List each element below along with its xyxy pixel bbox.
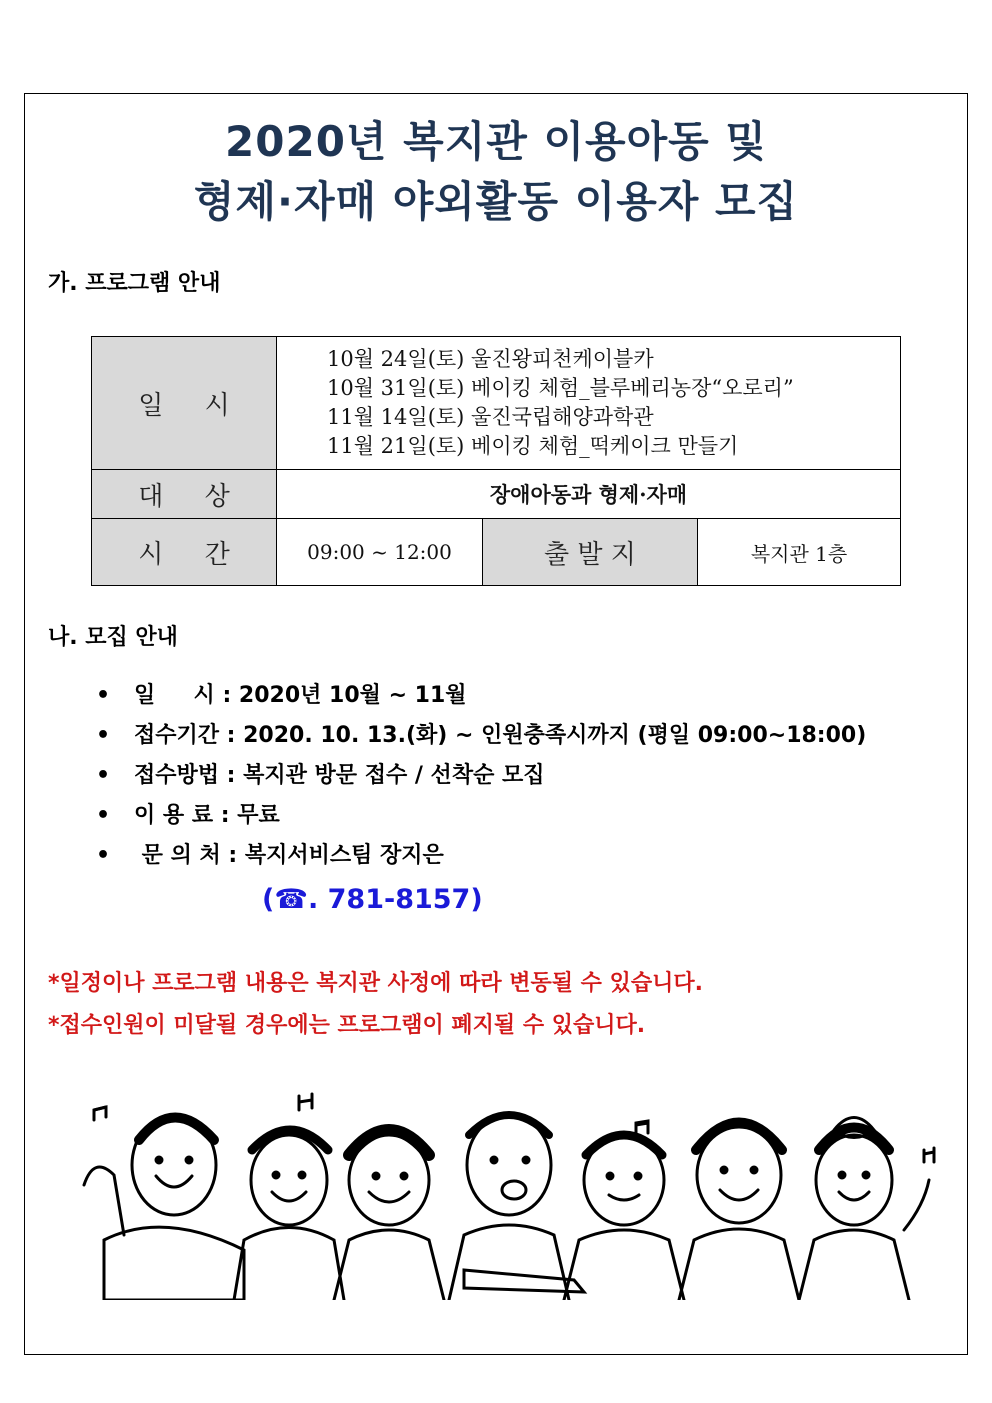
person-figure [234, 1130, 344, 1300]
music-note-icon [299, 1094, 312, 1110]
schedule-item: 11월 21일(토) 베이킹 체험_떡케이크 만들기 [327, 434, 739, 458]
bullet-icon: • [96, 683, 111, 708]
list-item: • 이 용 료 : 무료 [96, 796, 866, 836]
person-figure [449, 1115, 584, 1300]
recruit-list [96, 676, 866, 876]
time-row [92, 519, 901, 586]
bullet-icon: • [96, 723, 111, 748]
person-figure [679, 1123, 799, 1301]
schedule-item: 10월 31일(토) 베이킹 체험_블루베리농장“오로리” [327, 376, 794, 400]
schedule-item: 11월 14일(토) 울진국립해양과학관 [327, 405, 654, 429]
bullet-icon: • [96, 763, 111, 788]
departure-value: 복지관 1층 [698, 519, 901, 586]
schedule-label: 일 시 [92, 337, 277, 470]
singing-people-illustration [44, 1080, 944, 1300]
time-value: 09:00 ~ 12:00 [277, 519, 483, 586]
notice-line: *접수인원이 미달될 경우에는 프로그램이 폐지될 수 있습니다. [48, 1013, 646, 1038]
bullet-icon: • [96, 843, 111, 868]
notice-line: *일정이나 프로그램 내용은 복지관 사정에 따라 변동될 수 있습니다. [48, 971, 703, 996]
recruit-heading: 나. 모집 안내 [48, 625, 178, 650]
program-table [91, 336, 901, 586]
target-row [92, 470, 901, 519]
music-note-icon [924, 1148, 934, 1162]
departure-label: 출 발 지 [483, 519, 698, 586]
list-item: • 문 의 처 : 복지서비스팀 장지은 [96, 836, 866, 876]
program-heading: 가. 프로그램 안내 [48, 271, 221, 296]
schedule-cell [277, 337, 901, 470]
bullet-icon: • [96, 803, 111, 828]
contact-phone: (☎. 781-8157) [262, 884, 483, 915]
schedule-row [92, 337, 901, 470]
page-title-line2: 형제·자매 야외활동 이용자 모집 [193, 177, 799, 226]
schedule-item: 10월 24일(토) 울진왕피천케이블카 [327, 347, 654, 371]
list-item: • 일 시 : 2020년 10월 ~ 11월 [96, 676, 866, 716]
page-title-line1: 2020년 복지관 이용아동 및 [225, 117, 767, 166]
person-figure [564, 1135, 684, 1300]
person-figure [84, 1115, 244, 1300]
list-item: • 접수기간 : 2020. 10. 13.(화) ~ 인원충족시까지 (평일 09:00~18:00) [96, 716, 866, 756]
target-label: 대 상 [92, 470, 277, 519]
time-label: 시 간 [92, 519, 277, 586]
list-item: • 접수방법 : 복지관 방문 접수 / 선착순 모집 [96, 756, 866, 796]
target-value: 장애아동과 형제·자매 [277, 470, 901, 519]
person-figure [334, 1130, 444, 1300]
person-figure [799, 1118, 929, 1301]
music-note-icon [94, 1107, 106, 1120]
